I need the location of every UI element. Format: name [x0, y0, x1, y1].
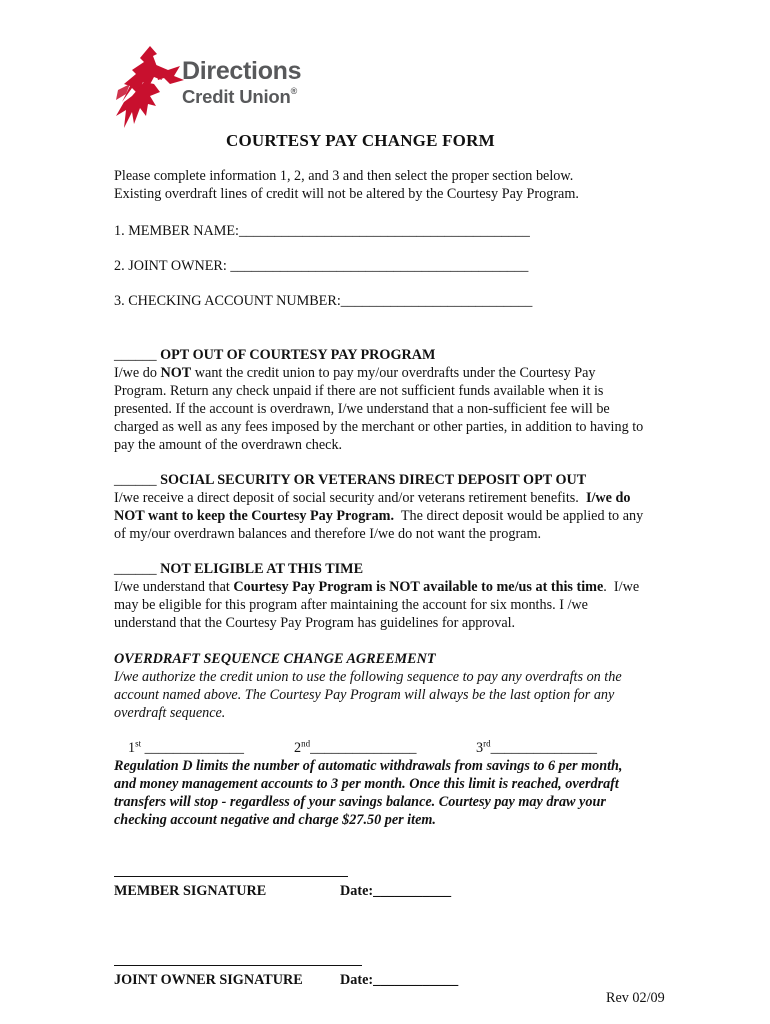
not-eligible-heading-text: NOT ELIGIBLE AT THIS TIME [156, 561, 364, 577]
ss-opt-out-heading-text: SOCIAL SECURITY OR VETERANS DIRECT DEPOSIT OPT OUT [156, 472, 587, 488]
directions-arrow-icon [110, 44, 190, 134]
not-eligible-line-1-bold: Courtesy Pay Program is NOT available to me/us at this time [233, 579, 604, 595]
checking-account-blank[interactable]: ___________________________ [340, 293, 533, 309]
opt-out-check-blank[interactable]: ______ [114, 347, 157, 363]
opt-out-heading-text: OPT OUT OF COURTESY PAY PROGRAM [156, 347, 436, 363]
sequence-second-sup: nd [301, 738, 311, 749]
form-title: COURTESY PAY CHANGE FORM [226, 131, 495, 150]
joint-owner-date-label: Date: [340, 972, 374, 988]
sequence-first[interactable] [128, 739, 244, 757]
logo-name-line1: Directions [182, 57, 302, 85]
sequence-first-blank[interactable]: ______________ [144, 740, 244, 756]
opt-out-line-5: pay the amount of the overdrawn check. [114, 437, 343, 453]
intro-line-1: Please complete information 1, 2, and 3 and then select the proper section below. [114, 168, 574, 184]
member-name-blank[interactable]: _________________________________________ [238, 223, 530, 239]
ss-opt-out-line-2 [114, 507, 643, 525]
sequence-third[interactable] [476, 739, 597, 757]
joint-owner-label: 2. JOINT OWNER: [114, 258, 231, 274]
joint-owner-date-blank[interactable]: ____________ [373, 972, 459, 988]
opt-out-line-3: presented. If the account is overdrawn, I/we understand that a non-sufficient fee will be [114, 401, 610, 417]
opt-out-line-1-bold: NOT [160, 365, 192, 381]
logo-name-line2-text: Credit Union [182, 86, 291, 107]
ss-opt-out-line-1-pre: I/we receive a direct deposit of social security and/or veterans retirement benefits. [114, 490, 586, 506]
reg-d-line-2: and money management accounts to 3 per month. Once this limit is reached, overdraft [114, 776, 619, 792]
ss-opt-out-line-1 [114, 489, 630, 507]
sequence-second-num: 2 [294, 740, 302, 756]
member-date-blank[interactable]: ___________ [373, 883, 452, 899]
revision-label: Rev 02/09 [606, 990, 665, 1006]
not-eligible-line-2: may be eligible for this program after maintaining the account for six months. I /we [114, 597, 588, 613]
opt-out-line-1-post: want the credit union to pay my/our overdrafts under the Courtesy Pay [191, 365, 596, 381]
opt-out-heading [114, 346, 435, 364]
not-eligible-line-1-pre: I/we understand that [114, 579, 234, 595]
sequence-second-blank[interactable]: _______________ [310, 740, 417, 756]
member-signature-line[interactable] [114, 876, 348, 877]
ss-opt-out-line-1-bold: I/we do [585, 490, 631, 506]
ss-opt-out-check-blank[interactable]: ______ [114, 472, 157, 488]
checking-account-label: 3. CHECKING ACCOUNT NUMBER: [114, 293, 341, 309]
not-eligible-line-1-post: . I/we [603, 579, 640, 595]
opt-out-line-1 [114, 364, 596, 382]
sequence-first-num: 1 [128, 740, 136, 756]
joint-owner-field[interactable] [114, 257, 528, 275]
ss-opt-out-line-2-post: The direct deposit would be applied to any [394, 508, 644, 524]
overdraft-heading: OVERDRAFT SEQUENCE CHANGE AGREEMENT [114, 651, 436, 667]
joint-owner-signature-line[interactable] [114, 965, 362, 966]
credit-union-logo [110, 44, 320, 134]
overdraft-line-2: account named above. The Courtesy Pay Program will always be the last option for any [114, 687, 615, 703]
joint-owner-date-field[interactable] [340, 971, 458, 989]
not-eligible-line-3: understand that the Courtesy Pay Program has guidelines for approval. [114, 615, 516, 631]
sequence-third-sup: rd [483, 738, 491, 749]
opt-out-line-1-pre: I/we do [114, 365, 161, 381]
reg-d-line-4: checking account negative and charge $27.50 per item. [114, 812, 436, 828]
not-eligible-line-1 [114, 578, 639, 596]
reg-d-line-1: Regulation D limits the number of automatic withdrawals from savings to 6 per month, [114, 758, 623, 774]
intro-line-2: Existing overdraft lines of credit will not be altered by the Courtesy Pay Program. [114, 186, 579, 202]
member-name-label: 1. MEMBER NAME: [114, 223, 239, 239]
member-date-label: Date: [340, 883, 374, 899]
not-eligible-check-blank[interactable]: ______ [114, 561, 157, 577]
sequence-first-sup: st [135, 738, 142, 749]
reg-d-line-3: transfers will stop - regardless of your savings balance. Courtesy pay may draw your [114, 794, 606, 810]
logo-name-line2 [182, 86, 297, 108]
sequence-second[interactable] [294, 739, 417, 757]
joint-owner-blank[interactable]: __________________________________________ [230, 258, 529, 274]
opt-out-line-4: charged as well as any fees imposed by the merchant or other parties, in addition to having to [114, 419, 644, 435]
checking-account-field[interactable] [114, 292, 532, 310]
registered-mark: ® [290, 86, 298, 96]
ss-opt-out-heading [114, 471, 586, 489]
opt-out-line-2: Program. Return any check unpaid if there are not sufficient funds available when it is [114, 383, 604, 399]
ss-opt-out-line-3: of my/our overdrawn balances and therefore I/we do not want the program. [114, 526, 542, 542]
ss-opt-out-line-2-bold: NOT want to keep the Courtesy Pay Program. [114, 508, 395, 524]
sequence-third-blank[interactable]: _______________ [490, 740, 597, 756]
sequence-third-num: 3 [476, 740, 484, 756]
overdraft-line-3: overdraft sequence. [114, 705, 226, 721]
member-date-field[interactable] [340, 882, 451, 900]
joint-owner-signature-label: JOINT OWNER SIGNATURE [114, 972, 303, 988]
member-name-field[interactable] [114, 222, 530, 240]
member-signature-label: MEMBER SIGNATURE [114, 883, 267, 899]
not-eligible-heading [114, 560, 363, 578]
overdraft-line-1: I/we authorize the credit union to use the following sequence to pay any overdrafts on the [114, 669, 622, 685]
